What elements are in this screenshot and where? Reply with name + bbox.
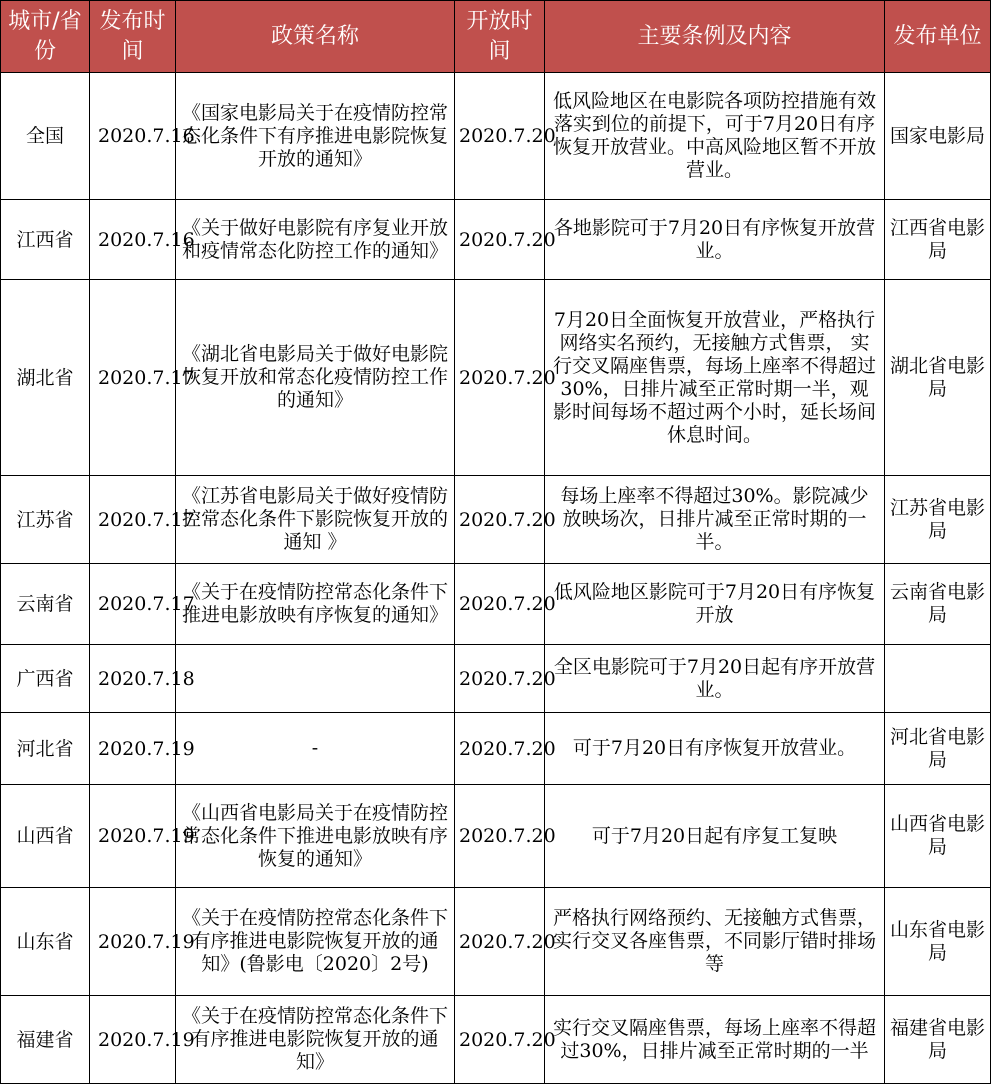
cell-title: 《关于在疫情防控常态化条件下有序推进电影院恢复开放的通知》 xyxy=(176,996,455,1084)
cell-date: 2020.7.19 xyxy=(90,996,176,1084)
cell-publisher: 山西省电影局 xyxy=(885,785,991,888)
cell-publisher xyxy=(885,645,991,713)
cell-city: 广西省 xyxy=(1,645,90,713)
cell-open: 2020.7.20 xyxy=(455,645,545,713)
cell-publisher: 河北省电影局 xyxy=(885,713,991,785)
cell-publisher: 国家电影局 xyxy=(885,73,991,200)
table-header-row xyxy=(1,1,991,73)
cell-publisher: 山东省电影局 xyxy=(885,888,991,996)
cell-date: 2020.7.19 xyxy=(90,713,176,785)
table-row xyxy=(1,200,991,280)
cell-title xyxy=(176,645,455,713)
cell-publisher: 江苏省电影局 xyxy=(885,476,991,564)
cell-content: 各地影院可于7月20日有序恢复开放营业。 xyxy=(545,200,885,280)
cell-city: 湖北省 xyxy=(1,280,90,476)
cell-date: 2020.7.17 xyxy=(90,280,176,476)
cell-date: 2020.7.16 xyxy=(90,73,176,200)
header-content: 主要条例及内容 xyxy=(545,1,885,73)
cell-content: 7月20日全面恢复开放营业，严格执行网络实名预约，无接触方式售票， 实行交叉隔座售票，每场上座率不得超过30%，日排片减至正常时期一半，观影时间每场不超过两个小时，延长场间休息时间。 xyxy=(545,280,885,476)
cell-publisher: 湖北省电影局 xyxy=(885,280,991,476)
cell-title: 《关于做好电影院有序复业开放和疫情常态化防控工作的通知》 xyxy=(176,200,455,280)
cell-open: 2020.7.20 xyxy=(455,73,545,200)
cell-open: 2020.7.20 xyxy=(455,785,545,888)
cell-title: 《国家电影局关于在疫情防控常态化条件下有序推进电影院恢复开放的通知》 xyxy=(176,73,455,200)
cell-content: 每场上座率不得超过30%。影院减少放映场次，日排片减至正常时期的一半。 xyxy=(545,476,885,564)
cell-open: 2020.7.20 xyxy=(455,564,545,645)
cell-content: 全区电影院可于7月20日起有序开放营业。 xyxy=(545,645,885,713)
cell-content: 低风险地区影院可于7月20日有序恢复开放 xyxy=(545,564,885,645)
cell-date: 2020.7.16 xyxy=(90,200,176,280)
cell-title: 《山西省电影局关于在疫情防控常态化条件下推进电影放映有序恢复的通知》 xyxy=(176,785,455,888)
cell-content: 可于7月20日起有序复工复映 xyxy=(545,785,885,888)
header-open: 开放时间 xyxy=(455,1,545,73)
cell-content: 严格执行网络预约、无接触方式售票，实行交叉各座售票，不同影厅错时排场等 xyxy=(545,888,885,996)
cell-open: 2020.7.20 xyxy=(455,476,545,564)
cell-open: 2020.7.20 xyxy=(455,888,545,996)
table-row xyxy=(1,996,991,1084)
table-row xyxy=(1,476,991,564)
cell-date: 2020.7.18 xyxy=(90,645,176,713)
table-row xyxy=(1,564,991,645)
cell-city: 江西省 xyxy=(1,200,90,280)
cell-title: 《关于在疫情防控常态化条件下推进电影放映有序恢复的通知》 xyxy=(176,564,455,645)
header-title: 政策名称 xyxy=(176,1,455,73)
cell-city: 江苏省 xyxy=(1,476,90,564)
table-row xyxy=(1,888,991,996)
cell-publisher: 云南省电影局 xyxy=(885,564,991,645)
header-publisher: 发布单位 xyxy=(885,1,991,73)
cell-open: 2020.7.20 xyxy=(455,713,545,785)
cell-open: 2020.7.20 xyxy=(455,280,545,476)
table-row xyxy=(1,645,991,713)
cell-city: 山西省 xyxy=(1,785,90,888)
cell-title: 《关于在疫情防控常态化条件下有序推进电影院恢复开放的通知》(鲁影电〔2020〕2号) xyxy=(176,888,455,996)
cell-content: 实行交叉隔座售票，每场上座率不得超过30%，日排片减至正常时期的一半 xyxy=(545,996,885,1084)
cell-title: - xyxy=(176,713,455,785)
header-city: 城市/省份 xyxy=(1,1,90,73)
cell-city: 全国 xyxy=(1,73,90,200)
cell-date: 2020.7.17 xyxy=(90,476,176,564)
header-date: 发布时间 xyxy=(90,1,176,73)
cell-publisher: 福建省电影局 xyxy=(885,996,991,1084)
cell-title: 《湖北省电影局关于做好电影院恢复开放和常态化疫情防控工作的通知》 xyxy=(176,280,455,476)
cell-publisher: 江西省电影局 xyxy=(885,200,991,280)
cell-city: 云南省 xyxy=(1,564,90,645)
cell-content: 可于7月20日有序恢复开放营业。 xyxy=(545,713,885,785)
table-row xyxy=(1,713,991,785)
cell-open: 2020.7.20 xyxy=(455,996,545,1084)
cell-city: 河北省 xyxy=(1,713,90,785)
cell-city: 山东省 xyxy=(1,888,90,996)
cell-city: 福建省 xyxy=(1,996,90,1084)
cell-date: 2020.7.19 xyxy=(90,888,176,996)
cell-date: 2020.7.17 xyxy=(90,564,176,645)
table-row xyxy=(1,785,991,888)
table-row xyxy=(1,280,991,476)
table-row xyxy=(1,73,991,200)
cell-date: 2020.7.19 xyxy=(90,785,176,888)
cell-content: 低风险地区在电影院各项防控措施有效落实到位的前提下，可于7月20日有序恢复开放营业。中高风险地区暂不开放营业。 xyxy=(545,73,885,200)
cell-title: 《江苏省电影局关于做好疫情防控常态化条件下影院恢复开放的通知 》 xyxy=(176,476,455,564)
cell-open: 2020.7.20 xyxy=(455,200,545,280)
